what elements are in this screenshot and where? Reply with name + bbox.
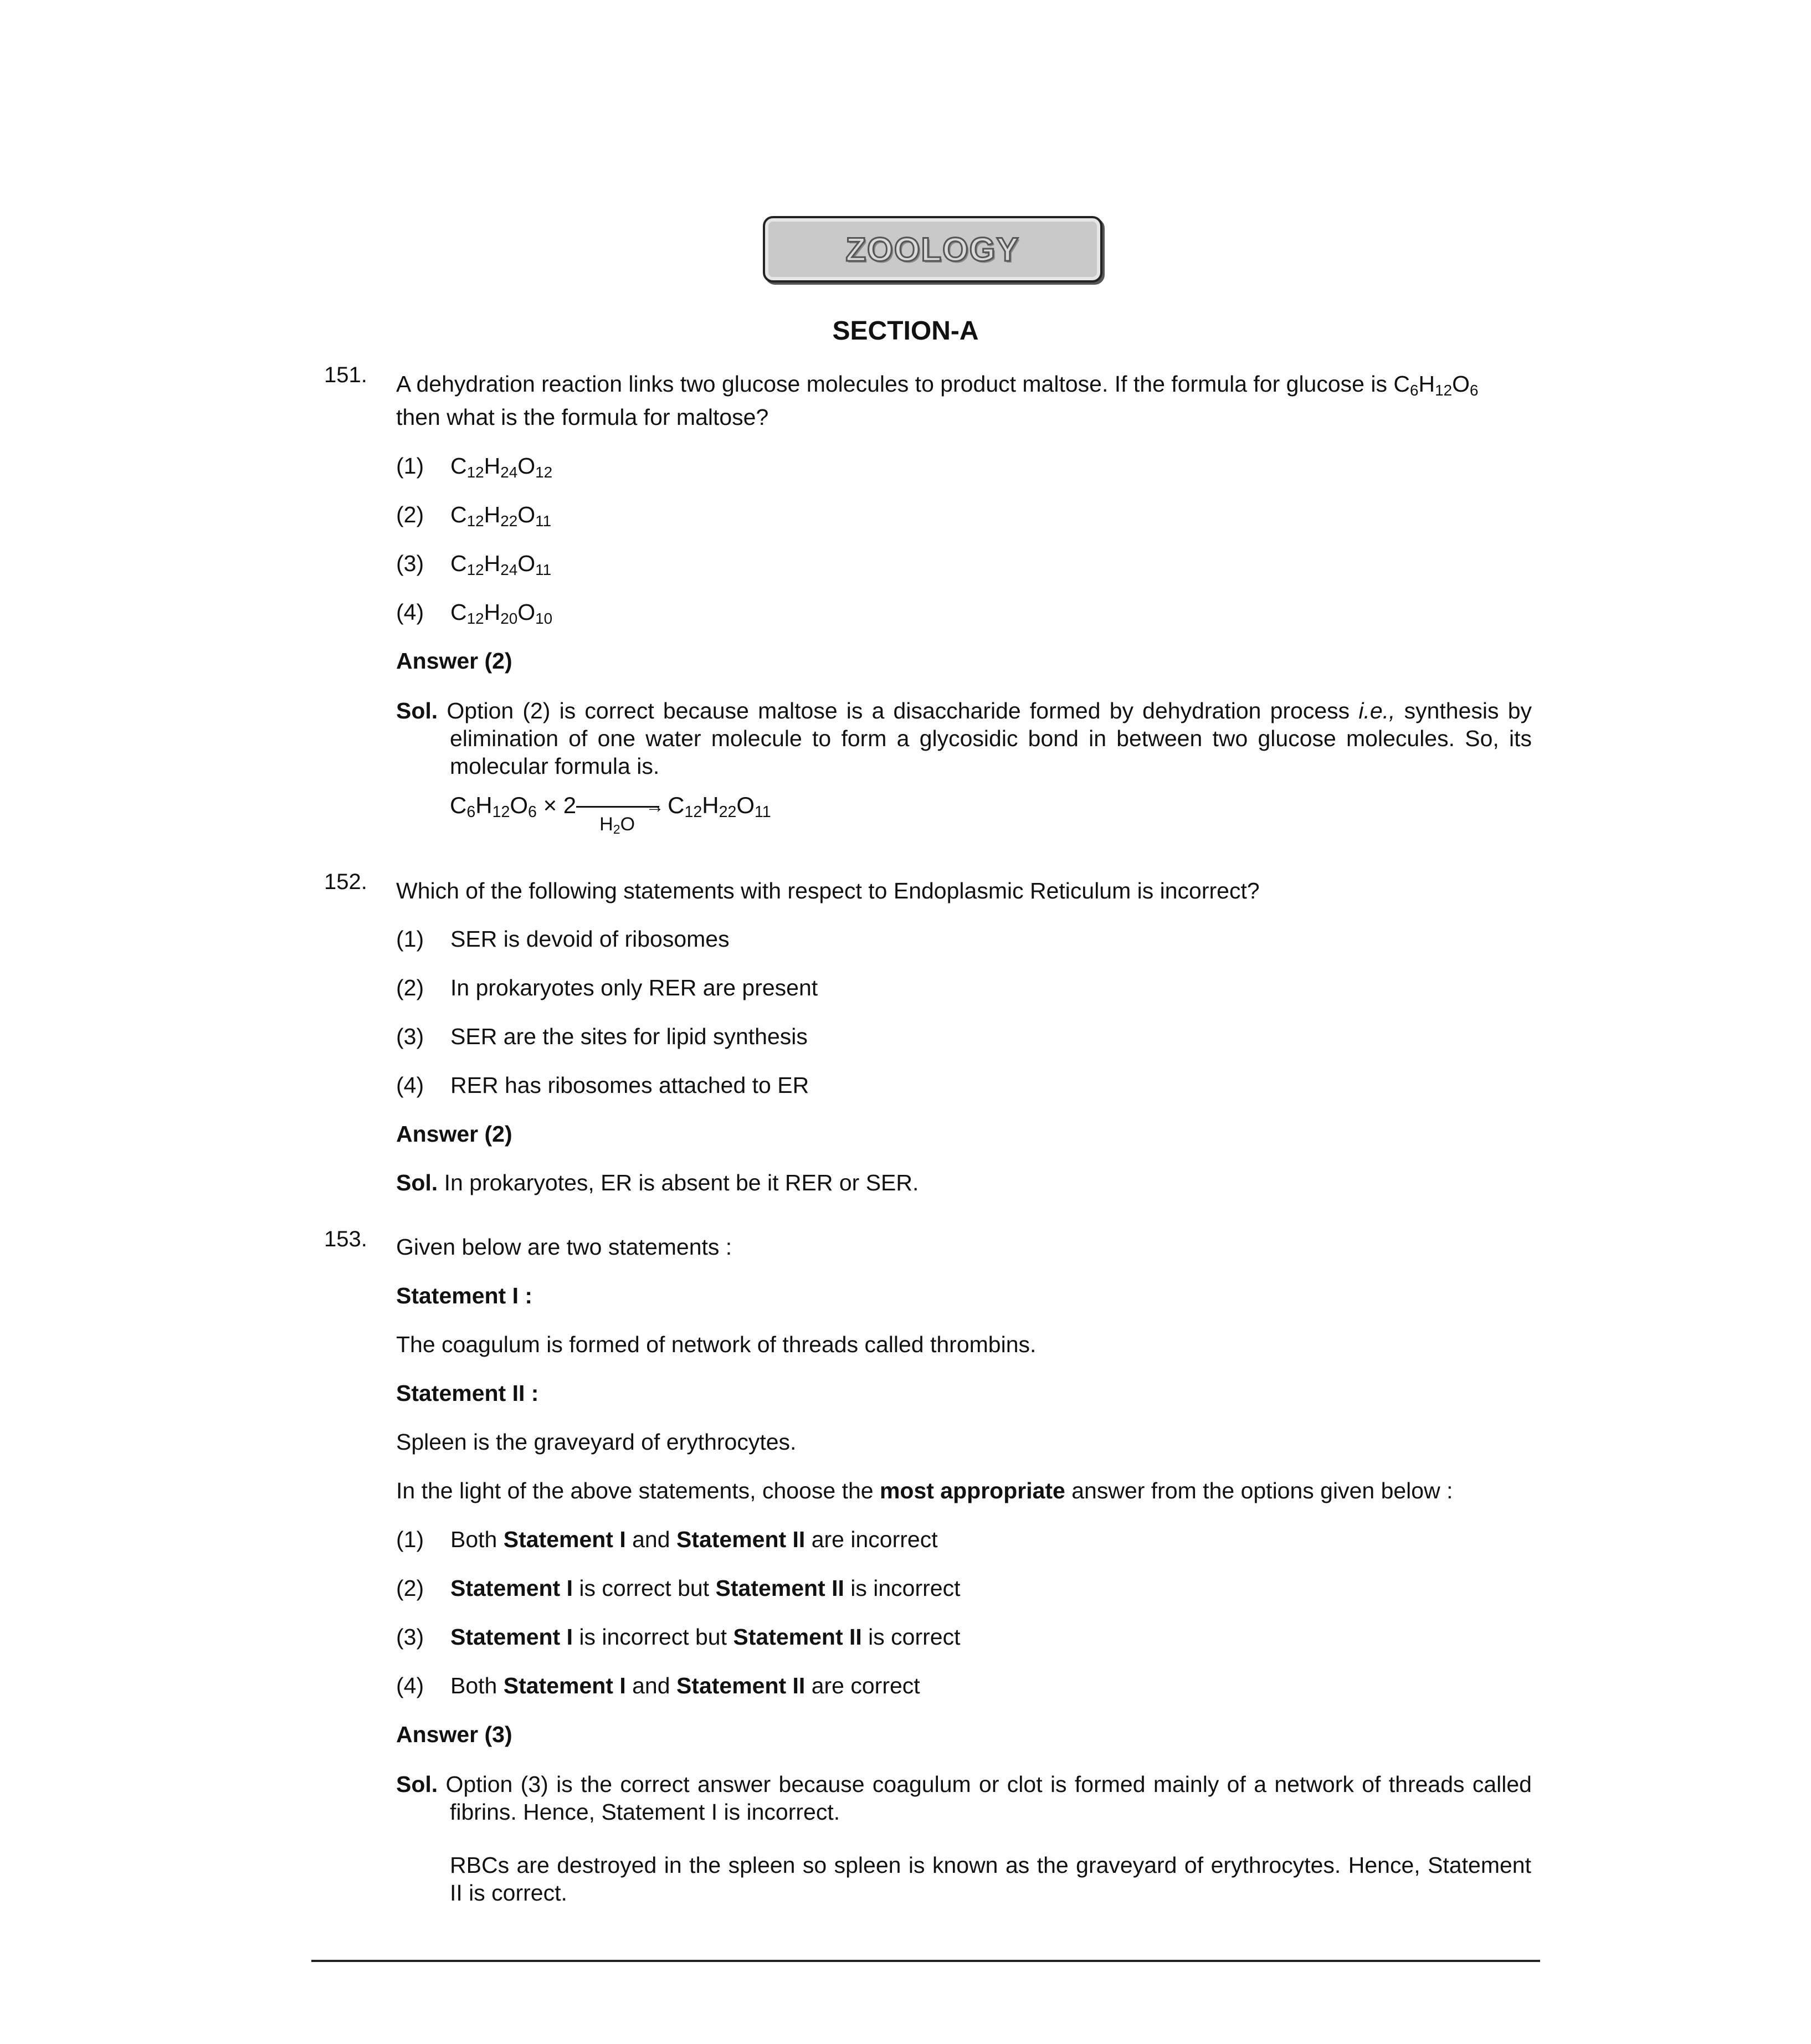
- option-text: $C_{12}H_{24}O_{12}$: [450, 453, 553, 481]
- option-text: $C_{12}H_{20}O_{10}$: [450, 599, 553, 627]
- option-text: $C_{12}H_{22}O_{11}$: [450, 502, 552, 530]
- question-text: A dehydration reaction links two glucose molecules to product maltose. If the formula for glucose is $C_6H_{12}O_6$: [396, 371, 1479, 399]
- answer-label: Answer (3): [396, 1722, 512, 1747]
- option-number: (3): [396, 1624, 424, 1650]
- subject-banner: [763, 216, 1102, 283]
- option-text: $C_{12}H_{24}O_{11}$: [450, 551, 552, 578]
- option-2: [396, 1575, 960, 1601]
- option-number: (1): [396, 453, 424, 479]
- option-number: (2): [396, 502, 424, 527]
- option-3: [396, 1024, 808, 1050]
- option-text: Statement I is correct but Statement II is incorrect: [450, 1575, 961, 1601]
- reaction-arrow: → $H_2O$: [576, 796, 668, 818]
- question-text-line: Given below are two statements :: [396, 1234, 732, 1260]
- solution: [396, 1169, 1532, 1196]
- solution-label: Sol.: [396, 698, 438, 723]
- statement-2-text: Spleen is the graveyard of erythrocytes.: [396, 1429, 797, 1455]
- question-text-line: Which of the following statements with respect to Endoplasmic Reticulum is incorrect?: [396, 878, 1260, 903]
- solution-text: Option (2) is correct because maltose is a disaccharide formed by dehydration process i.e., synthesis by elimination of one water molecule to form a glycosidic bond in between two glucose molecules. So, its molecular formula is.: [447, 698, 1532, 779]
- option-text: Statement I is incorrect but Statement II is correct: [450, 1624, 961, 1650]
- option-number: (4): [396, 599, 424, 625]
- option-1: [396, 453, 552, 479]
- solution: [396, 1770, 1532, 1826]
- option-text: Both Statement I and Statement II are correct: [450, 1673, 920, 1698]
- answer-label: Answer (2): [396, 648, 512, 674]
- option-number: (4): [396, 1072, 424, 1098]
- option-1: [396, 1527, 938, 1553]
- reaction-equation: [450, 792, 771, 836]
- option-4: [396, 599, 552, 625]
- question-text-line: [396, 371, 1479, 397]
- question-number: 152.: [324, 870, 367, 894]
- footer-divider: [311, 1960, 1540, 1962]
- statement-2-label: Statement II :: [396, 1380, 539, 1406]
- option-text: Both Statement I and Statement II are incorrect: [450, 1527, 938, 1552]
- equation-left: $C_6H_{12}O_6 \times 2$: [450, 792, 577, 821]
- solution-continued: RBCs are destroyed in the spleen so spleen is known as the graveyard of erythrocytes. Hence, Statement II is correct.: [450, 1852, 1531, 1906]
- instruction-text: answer from the options given below :: [1065, 1478, 1453, 1503]
- solution-text: In prokaryotes, ER is absent be it RER or SER.: [444, 1170, 919, 1195]
- solution: [396, 697, 1532, 780]
- option-text: SER are the sites for lipid synthesis: [450, 1024, 808, 1049]
- solution-text: Option (3) is the correct answer because coagulum or clot is formed mainly of a network of threads called fibrins. Hence, Statement I is incorrect.: [445, 1771, 1532, 1825]
- arrow-label: $H_2O$: [599, 813, 635, 836]
- option-1: [396, 926, 730, 952]
- statement-1-text: The coagulum is formed of network of threads called thrombins.: [396, 1332, 1037, 1357]
- option-2: [396, 502, 551, 528]
- option-number: (3): [396, 1024, 424, 1049]
- option-number: (3): [396, 551, 424, 576]
- option-3: [396, 1624, 960, 1650]
- option-number: (1): [396, 1527, 424, 1552]
- instruction-line: [396, 1478, 1453, 1504]
- option-text: In prokaryotes only RER are present: [450, 975, 818, 1000]
- option-2: [396, 975, 818, 1001]
- subject-banner-text: ZOOLOGY: [845, 230, 1020, 268]
- solution-label: Sol.: [396, 1771, 438, 1797]
- answer-label: Answer (2): [396, 1121, 512, 1147]
- option-number: (4): [396, 1673, 424, 1698]
- option-text: RER has ribosomes attached to ER: [450, 1072, 809, 1098]
- option-text: SER is devoid of ribosomes: [450, 926, 730, 952]
- option-number: (1): [396, 926, 424, 952]
- option-4: [396, 1673, 920, 1699]
- section-title: SECTION-A: [832, 316, 979, 346]
- instruction-text: In the light of the above statements, choose the: [396, 1478, 880, 1503]
- question-text-line: then what is the formula for maltose?: [396, 404, 769, 430]
- option-4: [396, 1072, 809, 1098]
- option-3: [396, 551, 551, 577]
- question-number: 151.: [324, 363, 367, 387]
- question-number: 153.: [324, 1227, 367, 1251]
- equation-right: $C_{12}H_{22}O_{11}$: [668, 792, 771, 821]
- statement-1-label: Statement I :: [396, 1283, 533, 1308]
- option-number: (2): [396, 975, 424, 1000]
- instruction-emphasis: most appropriate: [879, 1478, 1065, 1503]
- solution-label: Sol.: [396, 1170, 438, 1195]
- option-number: (2): [396, 1575, 424, 1601]
